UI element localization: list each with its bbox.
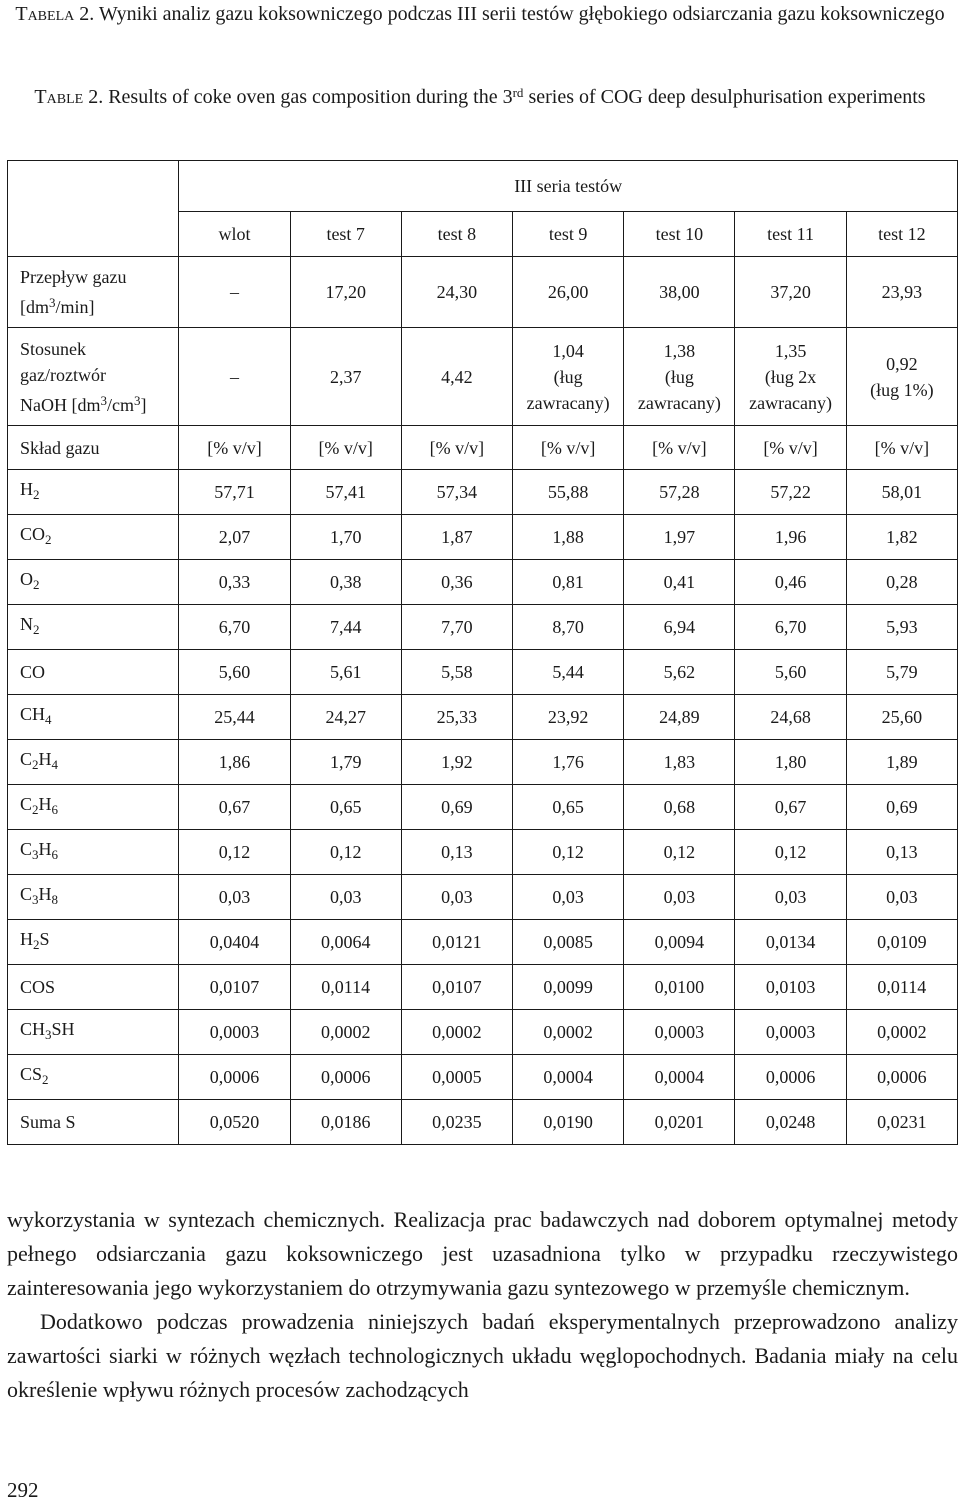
table-cell: 5,60	[179, 650, 290, 695]
table-row	[8, 560, 958, 605]
component-text: CH	[20, 1019, 46, 1039]
component-subscript: 3	[32, 892, 39, 907]
component-text: H	[20, 929, 33, 949]
table-cell: 0,33	[179, 560, 290, 605]
table-cell: 0,0004	[513, 1055, 624, 1100]
component-name	[8, 785, 179, 830]
table-cell: 0,13	[401, 830, 512, 875]
component-name	[8, 920, 179, 965]
table-cell: 0,28	[846, 560, 957, 605]
table-row	[8, 650, 958, 695]
flow-unit-pre: [dm	[20, 297, 49, 317]
column-header: test 8	[401, 212, 512, 257]
table-cell: 0,0094	[624, 920, 735, 965]
table-cell: 55,88	[513, 470, 624, 515]
table-cell: 0,12	[624, 830, 735, 875]
unit-cell: [% v/v]	[290, 426, 401, 470]
flow-value: 37,20	[735, 257, 846, 328]
table-cell: 0,0002	[401, 1010, 512, 1055]
table-row	[8, 515, 958, 560]
ratio-label-line3-pre: NaOH [dm	[20, 394, 101, 415]
unit-cell: [% v/v]	[401, 426, 512, 470]
component-subscript: 3	[32, 847, 39, 862]
ratio-value	[179, 328, 290, 426]
table-cell: 0,69	[846, 785, 957, 830]
table-cell: 0,03	[735, 875, 846, 920]
ratio-value-line: zawracany)	[637, 392, 721, 413]
table-cell: 57,28	[624, 470, 735, 515]
table-cell: 0,03	[179, 875, 290, 920]
table-cell: 24,68	[735, 695, 846, 740]
component-text: Suma S	[20, 1112, 76, 1132]
table-cell: 7,44	[290, 605, 401, 650]
table-cell: 0,0006	[846, 1055, 957, 1100]
flow-value: 24,30	[401, 257, 512, 328]
unit-cell: [% v/v]	[624, 426, 735, 470]
ratio-value-line: 0,92	[886, 353, 918, 374]
component-text: N	[20, 614, 33, 634]
table-cell: 24,27	[290, 695, 401, 740]
ratio-value	[846, 328, 957, 426]
table-cell: 1,88	[513, 515, 624, 560]
table-cell: 0,69	[401, 785, 512, 830]
table-cell: 0,0003	[624, 1010, 735, 1055]
table-cell: 0,36	[401, 560, 512, 605]
table-cell: 1,76	[513, 740, 624, 785]
table-cell: 6,70	[735, 605, 846, 650]
table-cell: 0,12	[513, 830, 624, 875]
component-name	[8, 1010, 179, 1055]
table-cell: 25,33	[401, 695, 512, 740]
table-cell: 0,13	[846, 830, 957, 875]
caption-polish	[0, 0, 960, 29]
component-name	[8, 515, 179, 560]
table-cell: 0,0002	[513, 1010, 624, 1055]
component-text: H	[38, 749, 52, 769]
series-header: III seria testów	[179, 161, 958, 212]
ratio-label-sup1: 3	[100, 392, 107, 408]
paragraph-1: wykorzystania w syntezach chemicznych. Realizacja prac badawczych nad doborem optymalnej metody pełnego odsiarczania gazu koksowniczego jest uzasadniona tylko w przypadku rzeczywistego zainteresowania jego wykorzystaniem do otrzymywania gazu syntezowego w przemyśle chemicznym.	[7, 1207, 958, 1300]
table-cell: 7,70	[401, 605, 512, 650]
table-cell: 0,81	[513, 560, 624, 605]
caption-english	[0, 78, 960, 112]
table-cell: 0,0248	[735, 1100, 846, 1145]
component-subscript: 4	[51, 757, 59, 772]
table-cell: 0,0003	[735, 1010, 846, 1055]
flow-unit-post: /min]	[55, 297, 95, 317]
component-subscript: 8	[51, 892, 59, 907]
table-cell: 1,86	[179, 740, 290, 785]
table-cell: 24,89	[624, 695, 735, 740]
table-cell: 0,0114	[846, 965, 957, 1010]
caption-english-text-2: series of COG deep desulphurisation experiments	[528, 86, 926, 108]
table-cell: 0,0099	[513, 965, 624, 1010]
table-cell: 0,46	[735, 560, 846, 605]
table-cell: 5,93	[846, 605, 957, 650]
table-cell: 0,38	[290, 560, 401, 605]
table-cell: 1,89	[846, 740, 957, 785]
ratio-value	[290, 328, 401, 426]
table-cell: 6,94	[624, 605, 735, 650]
caption-polish-prefix: Tabela 2.	[15, 3, 95, 25]
table-cell: 0,0109	[846, 920, 957, 965]
paragraph-2: Dodatkowo podczas prowadzenia niniejszych badań eksperymentalnych przeprowadzono analizy zawartości siarki w różnych węzłach technologicznych układu węglopochodnych. Badania miały na celu określenie wpływu różnych procesów zachodzących	[7, 1309, 958, 1402]
component-text: CO	[20, 524, 46, 544]
table-cell: 5,62	[624, 650, 735, 695]
ratio-value-line: 1,04	[552, 340, 584, 361]
ratio-value-line: (ług 2x	[764, 366, 817, 387]
component-subscript: 2	[45, 532, 52, 547]
ratio-value-line: (ług	[553, 366, 583, 387]
table-cell: 1,82	[846, 515, 957, 560]
column-header: test 11	[735, 212, 846, 257]
flow-unit-sup: 3	[49, 295, 56, 310]
table-cell: 0,0006	[179, 1055, 290, 1100]
component-text: S	[39, 929, 50, 949]
column-header: test 7	[290, 212, 401, 257]
table-cell: 0,0004	[624, 1055, 735, 1100]
table-cell: 0,0404	[179, 920, 290, 965]
table-cell: 5,61	[290, 650, 401, 695]
composition-label: Skład gazu	[8, 426, 179, 470]
ratio-value-line: 2,37	[329, 366, 362, 387]
table-cell: 0,0190	[513, 1100, 624, 1145]
table-cell: 5,44	[513, 650, 624, 695]
caption-english-sup: rd	[512, 85, 524, 100]
component-name	[8, 740, 179, 785]
table-row	[8, 1100, 958, 1145]
table-cell: 0,03	[846, 875, 957, 920]
table-cell: 0,12	[735, 830, 846, 875]
component-text: CO	[20, 662, 46, 682]
table-cell: 1,79	[290, 740, 401, 785]
table-cell: 0,0100	[624, 965, 735, 1010]
table-row	[8, 830, 958, 875]
table-cell: 0,03	[290, 875, 401, 920]
table-cell: 2,07	[179, 515, 290, 560]
table-cell: 0,0107	[179, 965, 290, 1010]
unit-cell: [% v/v]	[735, 426, 846, 470]
component-text: C	[20, 839, 33, 859]
table-cell: 0,0235	[401, 1100, 512, 1145]
ratio-value	[735, 328, 846, 426]
table-cell: 0,0107	[401, 965, 512, 1010]
component-text: H	[20, 479, 33, 499]
component-text: COS	[20, 977, 56, 997]
table-row	[8, 605, 958, 650]
table-cell: 25,60	[846, 695, 957, 740]
table-cell: 57,22	[735, 470, 846, 515]
ratio-label-line1: Stosunek	[20, 338, 87, 359]
table-cell: 57,34	[401, 470, 512, 515]
table-cell: 1,96	[735, 515, 846, 560]
component-subscript: 6	[51, 847, 59, 862]
component-name	[8, 695, 179, 740]
flow-value: 17,20	[290, 257, 401, 328]
table-cell: 57,41	[290, 470, 401, 515]
table-row	[8, 470, 958, 515]
component-subscript: 6	[51, 802, 59, 817]
table-cell: 1,83	[624, 740, 735, 785]
table-cell: 0,0231	[846, 1100, 957, 1145]
component-text: C	[20, 749, 33, 769]
ratio-value-line: zawracany)	[526, 392, 610, 413]
table-cell: 1,92	[401, 740, 512, 785]
table-row	[8, 785, 958, 830]
ratio-label-line2: gaz/roztwór	[20, 364, 106, 385]
component-subscript: 2	[33, 577, 40, 592]
component-name	[8, 1100, 179, 1145]
table-cell: 0,0002	[290, 1010, 401, 1055]
component-name	[8, 965, 179, 1010]
table-cell: 0,0201	[624, 1100, 735, 1145]
table-cell: 8,70	[513, 605, 624, 650]
component-text: O	[20, 569, 33, 589]
table-cell: 0,0002	[846, 1010, 957, 1055]
component-name	[8, 1055, 179, 1100]
table-cell: 5,79	[846, 650, 957, 695]
table-cell: 0,0186	[290, 1100, 401, 1145]
table-cell: 0,0134	[735, 920, 846, 965]
table-cell: 0,0006	[290, 1055, 401, 1100]
flow-value: –	[179, 257, 290, 328]
table-cell: 58,01	[846, 470, 957, 515]
component-text: CS	[20, 1064, 43, 1084]
unit-cell: [% v/v]	[513, 426, 624, 470]
table-cell: 0,0520	[179, 1100, 290, 1145]
table-cell: 1,80	[735, 740, 846, 785]
component-subscript: 2	[32, 802, 39, 817]
caption-polish-text: Wyniki analiz gazu koksowniczego podczas III serii testów głębokiego odsiarczania gazu koksowniczego	[98, 3, 945, 25]
component-name	[8, 650, 179, 695]
component-text: H	[38, 884, 52, 904]
table-cell: 0,0006	[735, 1055, 846, 1100]
table-cell: 1,70	[290, 515, 401, 560]
table-cell: 0,12	[179, 830, 290, 875]
unit-cell: [% v/v]	[846, 426, 957, 470]
table-cell: 0,0064	[290, 920, 401, 965]
ratio-value-line: (ług 1%)	[870, 379, 934, 400]
ratio-value	[624, 328, 735, 426]
unit-cell: [% v/v]	[179, 426, 290, 470]
table-row	[8, 1055, 958, 1100]
component-name	[8, 605, 179, 650]
table-cell: 1,87	[401, 515, 512, 560]
table-cell: 0,0005	[401, 1055, 512, 1100]
table-cell: 0,0114	[290, 965, 401, 1010]
component-text: C	[20, 884, 33, 904]
component-text: C	[20, 794, 33, 814]
column-header: test 12	[846, 212, 957, 257]
table-cell: 0,0003	[179, 1010, 290, 1055]
ratio-label	[8, 328, 179, 426]
table-row	[8, 875, 958, 920]
component-subscript: 2	[42, 1072, 49, 1087]
table-row	[8, 1010, 958, 1055]
table-cell: 23,92	[513, 695, 624, 740]
ratio-label-sup2: 3	[133, 392, 141, 408]
table-row	[8, 965, 958, 1010]
table-row	[8, 695, 958, 740]
body-text	[7, 1203, 958, 1407]
ratio-label-mid: /cm	[106, 394, 134, 415]
table-cell: 0,67	[179, 785, 290, 830]
flow-value: 26,00	[513, 257, 624, 328]
component-name	[8, 560, 179, 605]
table-cell: 0,12	[290, 830, 401, 875]
table-cell: 0,03	[513, 875, 624, 920]
flow-label	[8, 257, 179, 328]
component-text: H	[38, 794, 52, 814]
ratio-label-post: ]	[140, 394, 147, 415]
table-cell: 0,67	[735, 785, 846, 830]
flow-value: 23,93	[846, 257, 957, 328]
page-number: 292	[7, 1478, 39, 1502]
table-row	[8, 920, 958, 965]
ratio-value-line: 1,35	[774, 340, 807, 361]
column-header: wlot	[179, 212, 290, 257]
table-cell: 5,58	[401, 650, 512, 695]
table-cell: 0,0103	[735, 965, 846, 1010]
component-name	[8, 470, 179, 515]
ratio-value	[401, 328, 512, 426]
table-cell: 6,70	[179, 605, 290, 650]
column-header: test 10	[624, 212, 735, 257]
ratio-value-line: (ług	[664, 366, 694, 387]
component-name	[8, 830, 179, 875]
ratio-value-line: zawracany)	[749, 392, 833, 413]
component-subscript: 3	[45, 1027, 52, 1042]
table-cell: 0,65	[290, 785, 401, 830]
component-text: H	[38, 839, 52, 859]
results-table	[7, 160, 958, 1145]
component-subscript: 2	[33, 937, 40, 952]
table-cell: 5,60	[735, 650, 846, 695]
table-corner-cell	[8, 161, 179, 257]
table-cell: 0,68	[624, 785, 735, 830]
table-cell: 25,44	[179, 695, 290, 740]
ratio-value	[513, 328, 624, 426]
table-row	[8, 740, 958, 785]
ratio-value-line: –	[229, 366, 239, 387]
caption-english-text-1: Results of coke oven gas composition during the 3	[108, 86, 513, 108]
table-cell: 0,65	[513, 785, 624, 830]
component-subscript: 2	[33, 622, 40, 637]
flow-value: 38,00	[624, 257, 735, 328]
ratio-value-line: 4,42	[441, 366, 473, 387]
ratio-value-line: 1,38	[663, 340, 696, 361]
table-cell: 0,41	[624, 560, 735, 605]
component-text: SH	[51, 1019, 75, 1039]
table-cell: 0,0085	[513, 920, 624, 965]
table-cell: 0,0121	[401, 920, 512, 965]
component-subscript: 2	[33, 487, 40, 502]
component-text: CH	[20, 704, 46, 724]
component-subscript: 2	[32, 757, 39, 772]
flow-label-text: Przepływ gazu	[20, 267, 127, 287]
column-header: test 9	[513, 212, 624, 257]
table-cell: 0,03	[401, 875, 512, 920]
component-name	[8, 875, 179, 920]
table-cell: 1,97	[624, 515, 735, 560]
component-subscript: 4	[45, 712, 52, 727]
caption-english-prefix: Table 2.	[34, 86, 104, 108]
table-cell: 0,03	[624, 875, 735, 920]
table-cell: 57,71	[179, 470, 290, 515]
